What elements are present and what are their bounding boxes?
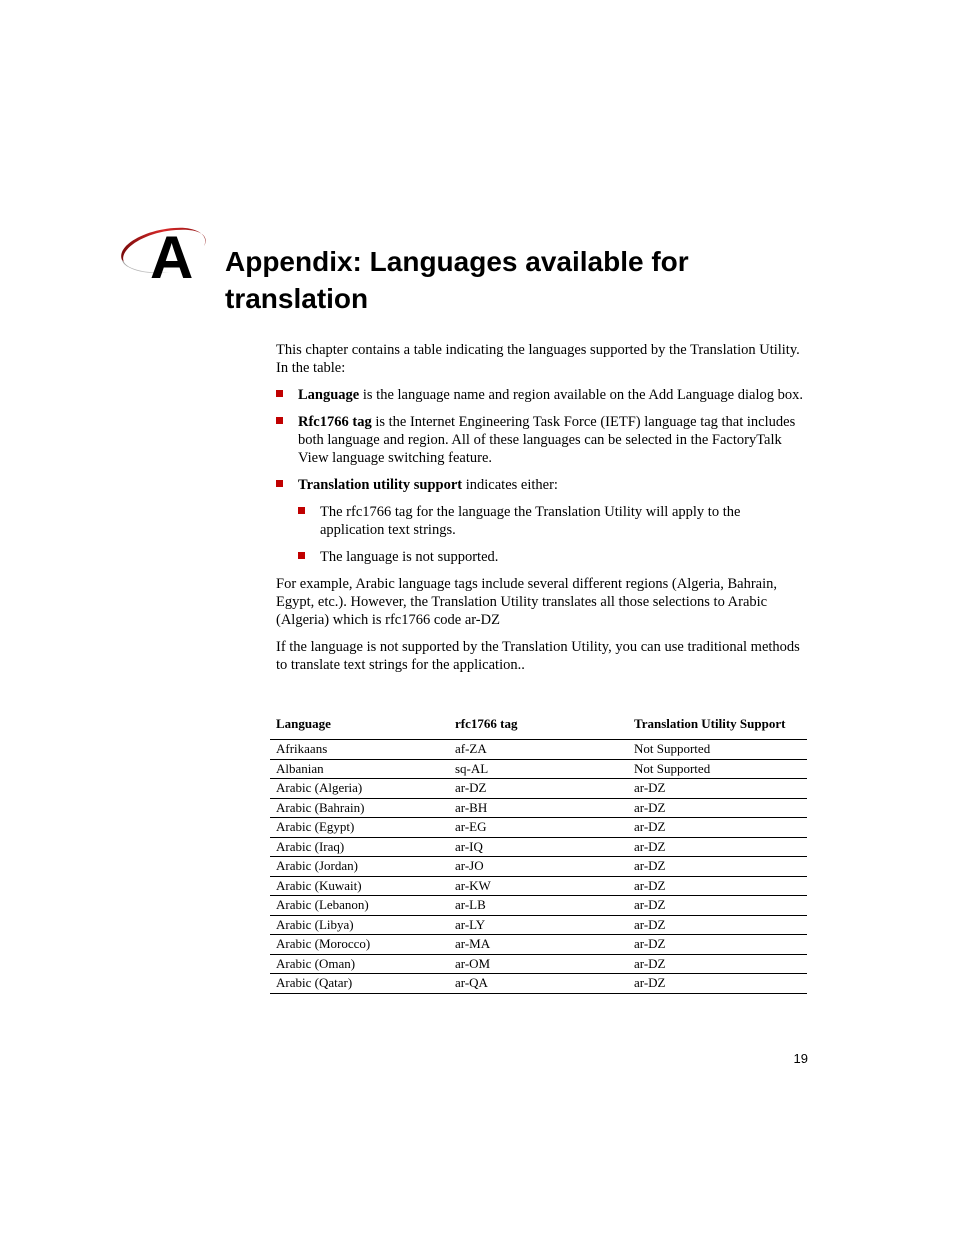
column-header-rfc1766-tag: rfc1766 tag bbox=[449, 713, 628, 740]
table-body bbox=[270, 740, 807, 994]
definition-text: is the Internet Engineering Task Force (IETF) language tag that includes both language and region. All of these languages can be selected in the FactoryTalk View language switching feature. bbox=[298, 414, 796, 466]
list-item bbox=[276, 413, 808, 467]
example-paragraph: For example, Arabic language tags include several different regions (Algeria, Bahrain, Egypt, etc.). However, the Translation Utility translates all those selections to Arabic (Algeria) which is rfc1766 code ar-DZ bbox=[276, 576, 778, 628]
table-row bbox=[270, 798, 807, 818]
definition-text: is the language name and region available on the Add Language dialog box. bbox=[359, 387, 803, 403]
cell-rfc1766-tag: sq-AL bbox=[449, 759, 628, 779]
table-row bbox=[270, 740, 807, 760]
cell-translation-support: ar-DZ bbox=[628, 896, 807, 916]
column-header-language: Language bbox=[270, 713, 449, 740]
table-row bbox=[270, 876, 807, 896]
definition-term: Translation utility support bbox=[298, 477, 463, 493]
cell-translation-support: ar-DZ bbox=[628, 857, 807, 877]
cell-language: Afrikaans bbox=[270, 740, 449, 760]
bullet-square-icon bbox=[276, 417, 283, 424]
cell-language: Arabic (Iraq) bbox=[270, 837, 449, 857]
bullet-square-icon bbox=[276, 390, 283, 397]
cell-rfc1766-tag: ar-LB bbox=[449, 896, 628, 916]
table-row bbox=[270, 935, 807, 955]
cell-language: Arabic (Bahrain) bbox=[270, 798, 449, 818]
bullet-square-icon bbox=[298, 552, 305, 559]
list-item bbox=[276, 386, 808, 404]
cell-rfc1766-tag: ar-BH bbox=[449, 798, 628, 818]
cell-language: Arabic (Lebanon) bbox=[270, 896, 449, 916]
body-content bbox=[276, 341, 808, 683]
cell-translation-support: ar-DZ bbox=[628, 837, 807, 857]
cell-rfc1766-tag: ar-LY bbox=[449, 915, 628, 935]
cell-rfc1766-tag: ar-EG bbox=[449, 818, 628, 838]
table-row bbox=[270, 759, 807, 779]
table-row bbox=[270, 974, 807, 994]
cell-rfc1766-tag: ar-OM bbox=[449, 954, 628, 974]
unsupported-paragraph: If the language is not supported by the Translation Utility, you can use traditional methods to translate text strings for the application.. bbox=[276, 639, 800, 673]
bullet-square-icon bbox=[298, 507, 305, 514]
cell-translation-support: ar-DZ bbox=[628, 779, 807, 799]
sub-list-text: The language is not supported. bbox=[320, 549, 499, 565]
definition-term: Language bbox=[298, 387, 360, 403]
cell-language: Arabic (Egypt) bbox=[270, 818, 449, 838]
cell-rfc1766-tag: ar-DZ bbox=[449, 779, 628, 799]
table-row bbox=[270, 915, 807, 935]
sub-list-text: The rfc1766 tag for the language the Translation Utility will apply to the application text strings. bbox=[320, 504, 741, 538]
page-title bbox=[225, 243, 689, 317]
cell-translation-support: ar-DZ bbox=[628, 818, 807, 838]
intro-paragraph: This chapter contains a table indicating the languages supported by the Translation Utility. In the table: bbox=[276, 342, 800, 376]
cell-translation-support: Not Supported bbox=[628, 740, 807, 760]
column-header-translation-support: Translation Utility Support bbox=[628, 713, 807, 740]
page-number: 19 bbox=[793, 1051, 808, 1066]
cell-language: Arabic (Morocco) bbox=[270, 935, 449, 955]
sub-list-item bbox=[298, 548, 808, 566]
cell-language: Arabic (Jordan) bbox=[270, 857, 449, 877]
definition-list bbox=[276, 386, 808, 566]
cell-rfc1766-tag: af-ZA bbox=[449, 740, 628, 760]
cell-language: Albanian bbox=[270, 759, 449, 779]
bullet-square-icon bbox=[276, 480, 283, 487]
cell-rfc1766-tag: ar-KW bbox=[449, 876, 628, 896]
cell-language: Arabic (Qatar) bbox=[270, 974, 449, 994]
cell-rfc1766-tag: ar-QA bbox=[449, 974, 628, 994]
cell-translation-support: ar-DZ bbox=[628, 974, 807, 994]
cell-language: Arabic (Libya) bbox=[270, 915, 449, 935]
table-header-row bbox=[270, 713, 807, 740]
list-item bbox=[276, 476, 808, 566]
cell-rfc1766-tag: ar-MA bbox=[449, 935, 628, 955]
table-row bbox=[270, 954, 807, 974]
sub-list bbox=[298, 503, 808, 566]
cell-rfc1766-tag: ar-JO bbox=[449, 857, 628, 877]
cell-language: Arabic (Oman) bbox=[270, 954, 449, 974]
cell-translation-support: ar-DZ bbox=[628, 915, 807, 935]
cell-translation-support: ar-DZ bbox=[628, 935, 807, 955]
table-row bbox=[270, 896, 807, 916]
cell-translation-support: ar-DZ bbox=[628, 876, 807, 896]
table-row bbox=[270, 818, 807, 838]
sub-list-item bbox=[298, 503, 808, 539]
table-row bbox=[270, 779, 807, 799]
cell-rfc1766-tag: ar-IQ bbox=[449, 837, 628, 857]
cell-translation-support: Not Supported bbox=[628, 759, 807, 779]
definition-term: Rfc1766 tag bbox=[298, 414, 372, 430]
languages-table bbox=[270, 713, 807, 994]
cell-translation-support: ar-DZ bbox=[628, 954, 807, 974]
cell-translation-support: ar-DZ bbox=[628, 798, 807, 818]
title-line-2: translation bbox=[225, 283, 369, 314]
chapter-letter: A bbox=[150, 224, 194, 291]
cell-language: Arabic (Kuwait) bbox=[270, 876, 449, 896]
cell-language: Arabic (Algeria) bbox=[270, 779, 449, 799]
definition-text: indicates either: bbox=[462, 477, 558, 493]
table-row bbox=[270, 837, 807, 857]
title-line-1: Appendix: Languages available for bbox=[225, 246, 689, 277]
table-row bbox=[270, 857, 807, 877]
